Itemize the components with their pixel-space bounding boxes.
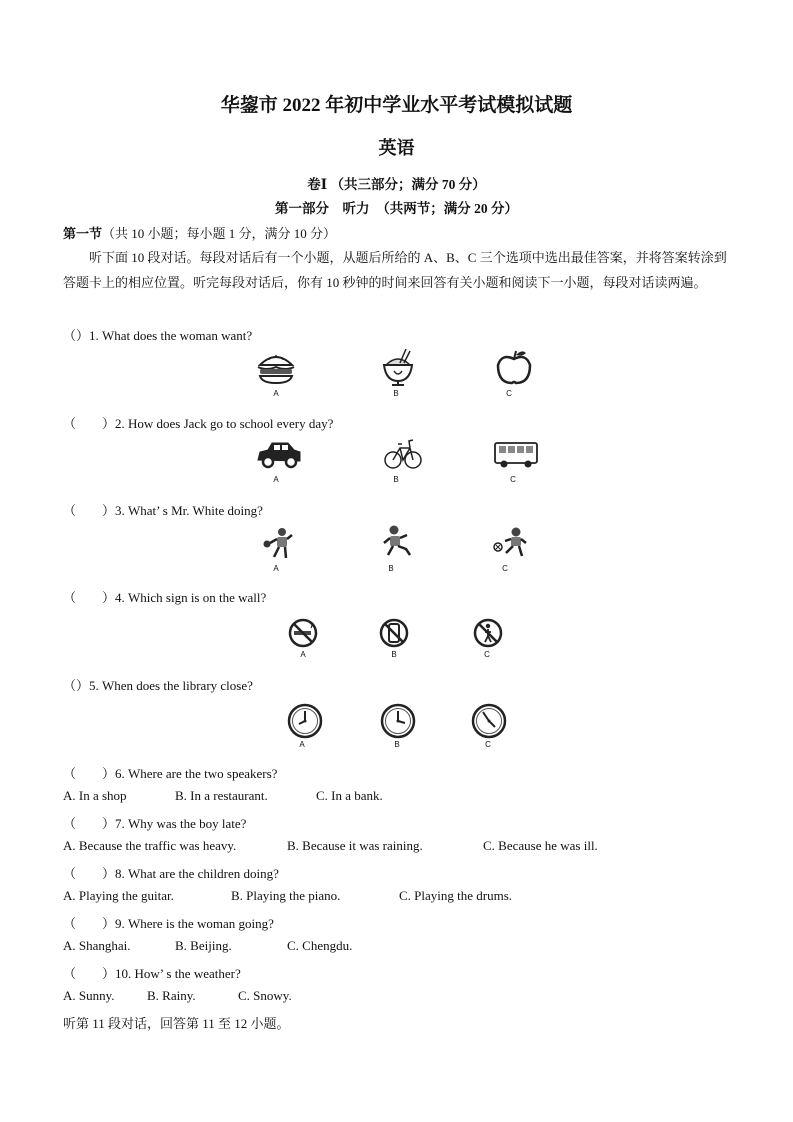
section-instructions: 听下面 10 段对话。每段对话后有一个小题，从题后所给的 A、B、C 三个选项中选出最佳答案，并将答案转涂到答题卡上的相应位置。听完每段对话后，你有 10 秒钟的时间来回答有关小题和阅读下一小题，每段对话读两遍。 [63, 250, 727, 290]
volume-heading: 卷Ⅰ （共三部分；满分 70 分） [307, 177, 486, 192]
option-8a[interactable]: A. Playing the guitar. [63, 888, 174, 903]
clock-icon[interactable] [380, 703, 416, 744]
running-man-icon[interactable] [380, 525, 416, 564]
question-10: （ ）10. How’ s the weather? [63, 966, 241, 981]
option-label: B [393, 475, 399, 484]
option-9b[interactable]: B. Beijing. [175, 938, 232, 953]
no-smoking-sign-icon[interactable] [287, 617, 319, 654]
question-5: （）5. When does the library close? [63, 678, 253, 693]
question-8: （ ）8. What are the children doing? [63, 866, 279, 881]
option-6b[interactable]: B. In a restaurant. [175, 788, 268, 803]
option-8b[interactable]: B. Playing the piano. [231, 888, 341, 903]
option-label: A [300, 650, 306, 659]
option-label: B [391, 650, 397, 659]
section-heading-label: 第一节 [63, 226, 103, 241]
option-10a[interactable]: A. Sunny. [63, 988, 115, 1003]
option-9a[interactable]: A. Shanghai. [63, 938, 131, 953]
option-6c[interactable]: C. In a bank. [316, 788, 383, 803]
option-label: C [506, 389, 512, 398]
option-7b[interactable]: B. Because it was raining. [287, 838, 423, 853]
part-heading: 第一部分 听力 （共两节；满分 20 分） [275, 201, 518, 216]
option-9c[interactable]: C. Chengdu. [287, 938, 353, 953]
basketball-player-icon[interactable] [262, 527, 296, 566]
clock-icon[interactable] [287, 703, 323, 744]
bus-icon[interactable] [494, 440, 538, 475]
apple-icon[interactable] [494, 349, 534, 392]
car-icon[interactable] [256, 440, 302, 475]
question-2: （ ）2. How does Jack go to school every day? [63, 416, 334, 431]
option-label: C [502, 564, 508, 573]
exam-title: 华鋆市 2022 年初中学业水平考试模拟试题 [220, 95, 573, 116]
section-heading [63, 225, 336, 242]
option-label: A [273, 564, 279, 573]
question-9: （ ）9. Where is the woman going? [63, 916, 274, 931]
option-label: B [393, 389, 399, 398]
no-phone-sign-icon[interactable] [378, 617, 410, 654]
option-10b[interactable]: B. Rainy. [147, 988, 196, 1003]
subject-title: 英语 [378, 138, 415, 158]
option-label: C [510, 475, 516, 484]
next-dialogue-instruction: 听第 11 段对话，回答第 11 至 12 小题。 [63, 1016, 290, 1031]
option-label: A [299, 740, 305, 749]
option-label: A [273, 389, 279, 398]
question-6: （ ）6. Where are the two speakers? [63, 766, 278, 781]
question-1: （）1. What does the woman want? [63, 328, 253, 343]
football-player-icon[interactable] [492, 527, 530, 564]
option-label: C [484, 650, 490, 659]
hamburger-icon[interactable] [256, 349, 296, 390]
clock-icon[interactable] [471, 703, 507, 744]
option-6a[interactable]: A. In a shop [63, 788, 127, 803]
option-label: B [388, 564, 394, 573]
section-heading-note: （共 10 小题；每小题 1 分，满分 10 分） [102, 226, 337, 241]
question-3: （ ）3. What’ s Mr. White doing? [63, 503, 263, 518]
option-7c[interactable]: C. Because he was ill. [483, 838, 598, 853]
bicycle-icon[interactable] [384, 436, 422, 477]
option-8c[interactable]: C. Playing the drums. [399, 888, 513, 903]
salad-icon[interactable] [380, 347, 416, 392]
option-label: A [273, 475, 279, 484]
question-7: （ ）7. Why was the boy late? [63, 816, 247, 831]
option-7a[interactable]: A. Because the traffic was heavy. [63, 838, 237, 853]
no-walking-sign-icon[interactable] [472, 617, 504, 654]
option-label: B [394, 740, 400, 749]
option-10c[interactable]: C. Snowy. [238, 988, 292, 1003]
option-label: C [485, 740, 491, 749]
question-4: （ ）4. Which sign is on the wall? [63, 590, 267, 605]
